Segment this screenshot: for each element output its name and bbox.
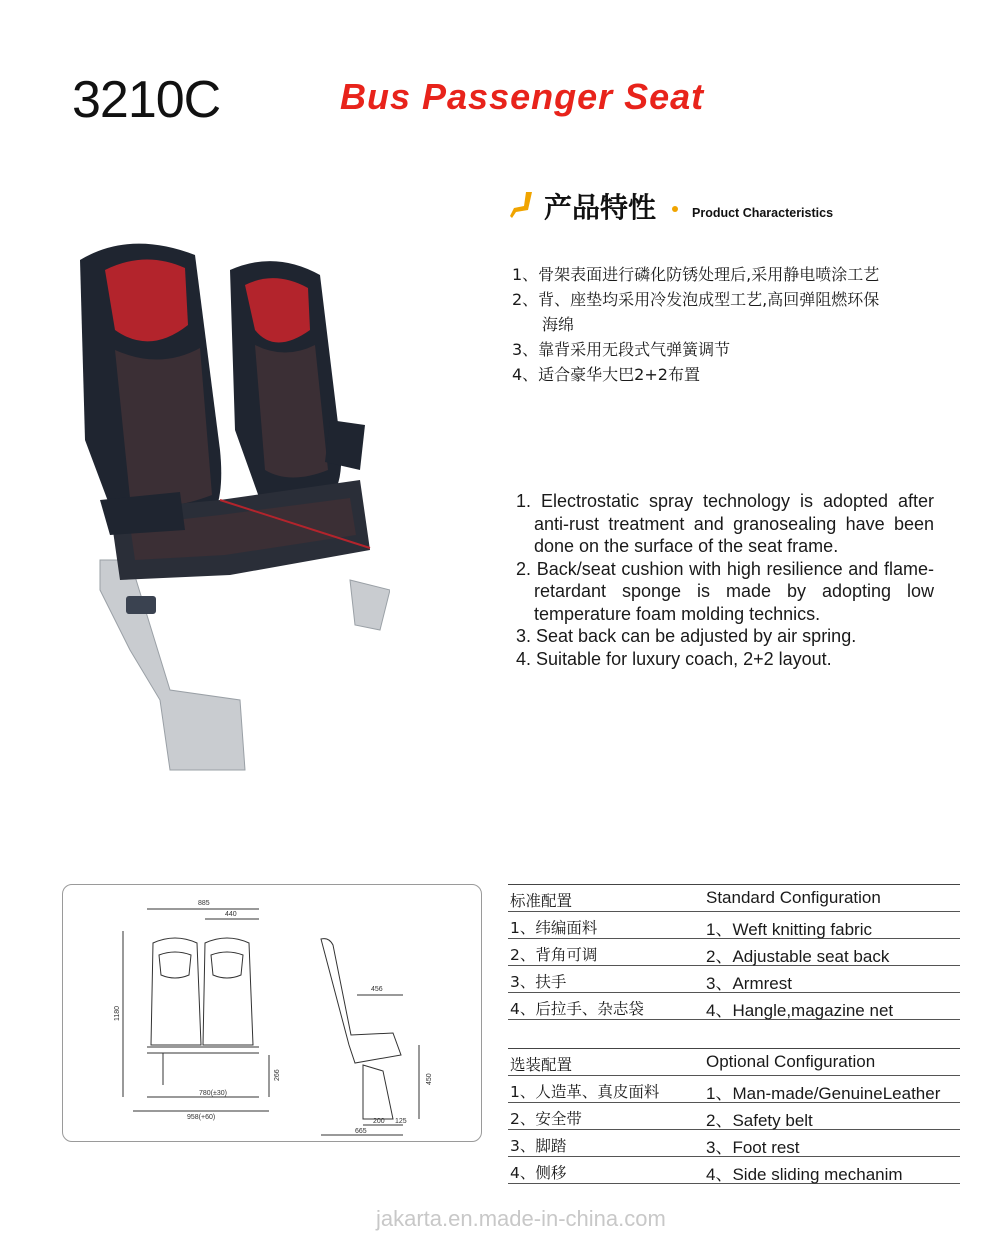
feature-cn-item: 2、背、座垫均采用冷发泡成型工艺,高回弹阻燃环保 [512, 290, 880, 309]
config-cn: 1、纬编面料 [510, 919, 598, 937]
front-seat-right [203, 938, 253, 1045]
technical-drawing [62, 884, 482, 1142]
dim-side-200: 200 [373, 1118, 385, 1125]
features-heading-en: Product Characteristics [692, 206, 834, 220]
config-en: 1、Weft knitting fabric [706, 920, 872, 939]
feature-en-item: 2. Back/seat cushion with high resilience and flame-retardant sponge is made by adopting low temperature foam molding technics. [516, 558, 934, 624]
side-view-seat [321, 939, 401, 1063]
dim-floor-to-seat: 266 [274, 1069, 281, 1081]
config-cn: 4、侧移 [510, 1164, 567, 1182]
dim-overall-width: 885 [198, 900, 210, 907]
feature-cn-item: 3、靠背采用无段式气弹簧调节 [512, 340, 731, 359]
optional-title-en: Optional Configuration [706, 1052, 876, 1071]
table-row [508, 1130, 960, 1157]
standard-title-en: Standard Configuration [706, 888, 881, 907]
dim-side-665: 665 [355, 1128, 367, 1135]
config-en: 4、Hangle,magazine net [706, 1001, 894, 1020]
table-row [508, 912, 960, 939]
dim-inner-width: 780(±30) [199, 1090, 227, 1097]
heading-dot [672, 206, 678, 212]
watermark: jakarta.en.made-in-china.com [376, 1206, 666, 1231]
seat-base-frame [100, 560, 245, 770]
features-heading-cn: 产品特性 [544, 191, 657, 224]
table-row [508, 966, 960, 993]
table-row [508, 993, 960, 1020]
config-cn: 3、扶手 [510, 973, 567, 991]
dim-height: 1180 [114, 1005, 121, 1021]
optional-title-cn: 选装配置 [510, 1056, 573, 1074]
config-table [508, 884, 960, 1184]
table-row [508, 1103, 960, 1130]
config-en: 3、Foot rest [706, 1138, 800, 1157]
optional-config-header [508, 1049, 960, 1076]
config-en: 3、Armrest [706, 974, 792, 993]
seat-icon [508, 190, 538, 220]
seat-photo [60, 230, 390, 780]
config-cn: 2、背角可调 [510, 946, 598, 964]
table-row [508, 1076, 960, 1103]
feature-cn-item: 海绵 [542, 315, 575, 334]
dim-side-height: 450 [426, 1073, 433, 1085]
front-seat-left [151, 938, 201, 1045]
dim-outer-width: 958(+60) [187, 1114, 216, 1121]
features-en-list [516, 490, 934, 670]
dim-seat-width: 440 [225, 911, 237, 918]
feature-cn-item: 1、骨架表面进行磷化防锈处理后,采用静电喷涂工艺 [512, 265, 880, 284]
config-cn: 2、安全带 [510, 1110, 582, 1128]
config-cn: 1、人造革、真皮面料 [510, 1083, 660, 1101]
dim-side-125: 125 [395, 1118, 407, 1125]
features-cn-list [512, 262, 952, 387]
feature-en-item: 3. Seat back can be adjusted by air spring. [516, 626, 857, 646]
standard-title-cn: 标准配置 [510, 892, 573, 910]
standard-config-header [508, 884, 960, 912]
feature-cn-item: 4、适合豪华大巴2+2布置 [512, 365, 700, 384]
product-title: Bus Passenger Seat [340, 76, 705, 117]
config-cn: 4、后拉手、杂志袋 [510, 1000, 644, 1018]
table-row [508, 939, 960, 966]
table-row [508, 1157, 960, 1184]
config-en: 1、Man-made/GenuineLeather [706, 1084, 941, 1103]
feature-en-item: 1. Electrostatic spray technology is adopted after anti-rust treatment and granosealing have been done on the surface of the seat frame. [516, 491, 934, 556]
drawing-svg [63, 885, 481, 1141]
config-en: 4、Side sliding mechanim [706, 1165, 903, 1184]
config-en: 2、Adjustable seat back [706, 947, 890, 966]
model-number: 3210C [72, 71, 221, 129]
table-gap [508, 1020, 960, 1049]
dim-side-depth: 456 [371, 986, 383, 993]
feature-en-item: 4. Suitable for luxury coach, 2+2 layout. [516, 648, 832, 669]
config-cn: 3、脚踏 [510, 1137, 567, 1155]
config-en: 2、Safety belt [706, 1111, 813, 1130]
